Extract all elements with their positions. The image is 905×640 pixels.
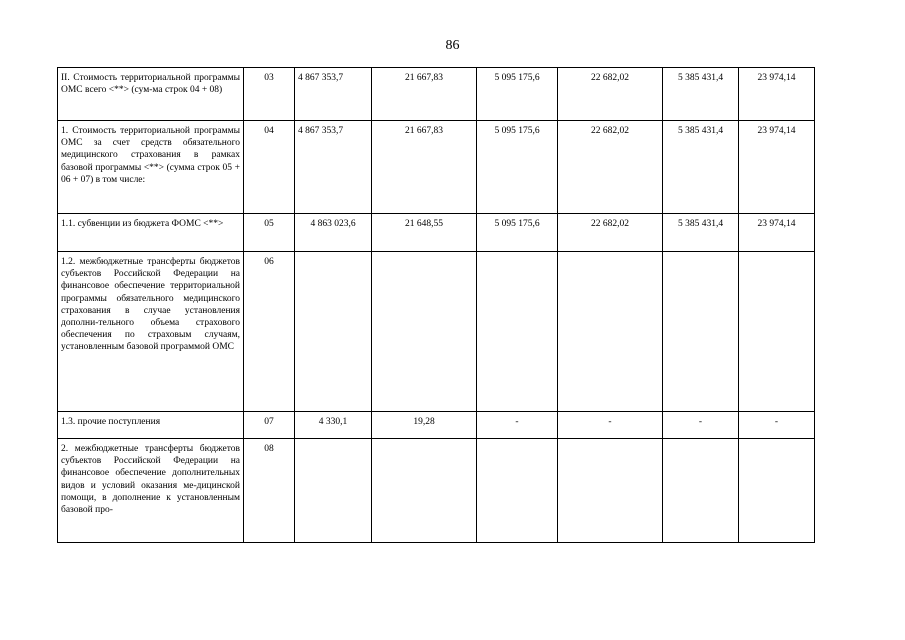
row-code: 06 <box>244 252 295 412</box>
table-row <box>58 439 815 543</box>
value-cell: 5 385 431,4 <box>663 68 739 121</box>
value-cell: 5 095 175,6 <box>477 214 558 252</box>
value-cell: 22 682,02 <box>558 214 663 252</box>
value-cell: 22 682,02 <box>558 121 663 214</box>
value-cell <box>663 252 739 412</box>
row-code: 03 <box>244 68 295 121</box>
value-cell: 23 974,14 <box>739 121 815 214</box>
value-cell <box>477 439 558 543</box>
row-description: 1.2. межбюджетные трансферты бюджетов субъектов Российской Федерации на финансовое обеспечение территориальной программы обязательного медицинского страхования в случае установления дополни-тельного объема страхового обеспечения по страховым случаям, установленным базовой программой ОМС <box>58 252 244 412</box>
value-cell: - <box>558 412 663 439</box>
value-cell: 5 095 175,6 <box>477 68 558 121</box>
value-cell: 22 682,02 <box>558 68 663 121</box>
value-cell <box>558 252 663 412</box>
value-cell: 4 867 353,7 <box>295 68 372 121</box>
value-cell: 19,28 <box>372 412 477 439</box>
value-cell: 5 385 431,4 <box>663 214 739 252</box>
value-cell <box>558 439 663 543</box>
row-description: 2. межбюджетные трансферты бюджетов субъектов Российской Федерации на финансовое обеспечение дополнительных видов и условий оказания ме-дицинской помощи, в дополнение к установленным базовой про- <box>58 439 244 543</box>
row-code: 05 <box>244 214 295 252</box>
value-cell: 23 974,14 <box>739 68 815 121</box>
value-cell <box>477 252 558 412</box>
value-cell: 21 648,55 <box>372 214 477 252</box>
value-cell: 5 385 431,4 <box>663 121 739 214</box>
row-description: 1. Стоимость территориальной программы ОМС за счет средств обязательного медицинского страхования в рамках базовой программы <**> (сумма строк 05 + 06 + 07) в том числе: <box>58 121 244 214</box>
table-row <box>58 412 815 439</box>
row-code: 07 <box>244 412 295 439</box>
row-code: 08 <box>244 439 295 543</box>
value-cell: - <box>477 412 558 439</box>
value-cell <box>295 439 372 543</box>
value-cell: 4 863 023,6 <box>295 214 372 252</box>
row-description: II. Стоимость территориальной программы ОМС всего <**> (сум-ма строк 04 + 08) <box>58 68 244 121</box>
value-cell <box>295 252 372 412</box>
value-cell: - <box>663 412 739 439</box>
page-number: 86 <box>445 38 460 53</box>
value-cell: 5 095 175,6 <box>477 121 558 214</box>
value-cell <box>663 439 739 543</box>
table-row <box>58 68 815 121</box>
table-row <box>58 252 815 412</box>
row-description: 1.1. субвенции из бюджета ФОМС <**> <box>58 214 244 252</box>
value-cell: - <box>739 412 815 439</box>
value-cell: 21 667,83 <box>372 68 477 121</box>
value-cell <box>739 252 815 412</box>
value-cell: 23 974,14 <box>739 214 815 252</box>
table-row <box>58 214 815 252</box>
value-cell <box>372 252 477 412</box>
value-cell <box>372 439 477 543</box>
row-description: 1.3. прочие поступления <box>58 412 244 439</box>
value-cell: 4 330,1 <box>295 412 372 439</box>
budget-table <box>57 67 815 543</box>
value-cell <box>739 439 815 543</box>
value-cell: 4 867 353,7 <box>295 121 372 214</box>
table-row <box>58 121 815 214</box>
row-code: 04 <box>244 121 295 214</box>
value-cell: 21 667,83 <box>372 121 477 214</box>
